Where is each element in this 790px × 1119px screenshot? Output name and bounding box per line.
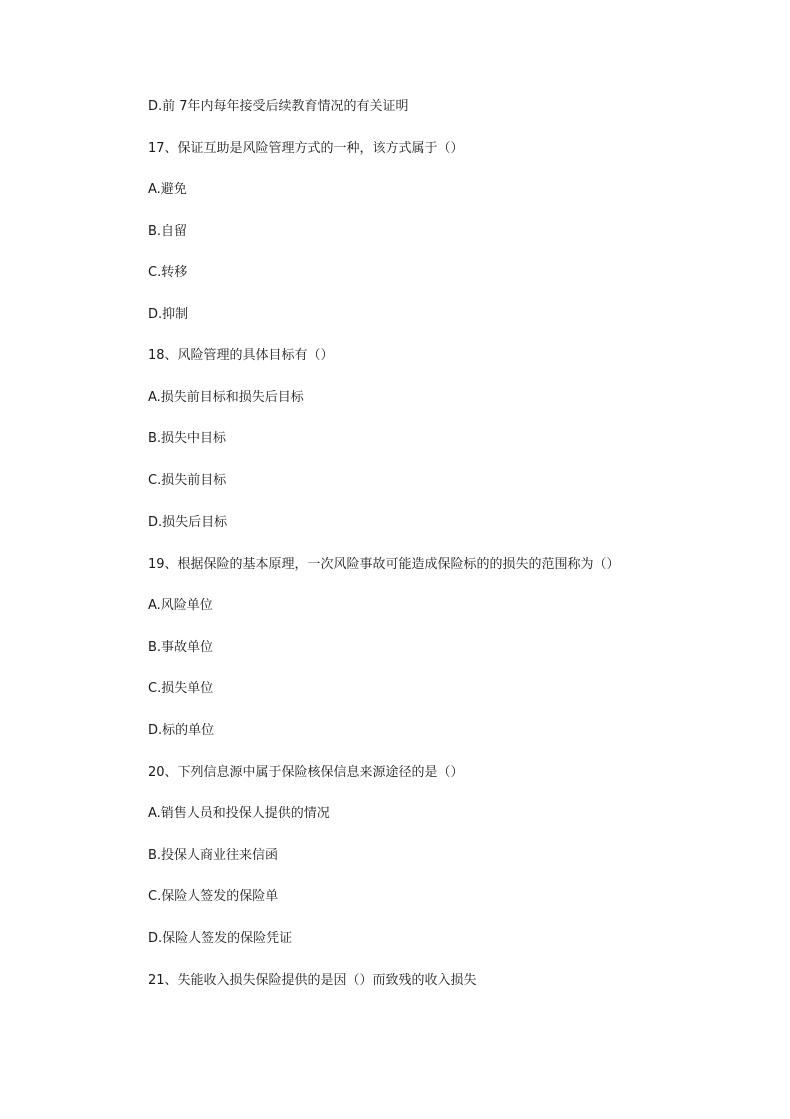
option-c-q20: C.保险人签发的保险单 <box>148 889 279 904</box>
question-17: 17、保证互助是风险管理方式的一种，该方式属于（） <box>148 141 464 156</box>
question-19: 19、根据保险的基本原理，一次风险事故可能造成保险标的的损失的范围称为（） <box>148 557 620 572</box>
option-c-q18: C.损失前目标 <box>148 473 227 488</box>
option-b-q17: B.自留 <box>148 224 188 239</box>
question-21: 21、失能收入损失保险提供的是因（）而致残的收入损失 <box>148 973 477 988</box>
option-a-q19: A.风险单位 <box>148 598 213 613</box>
question-20: 20、下列信息源中属于保险核保信息来源途径的是（） <box>148 765 464 780</box>
option-c-q19: C.损失单位 <box>148 681 214 696</box>
option-d-q17: D.抑制 <box>148 307 189 322</box>
option-b-q19: B.事故单位 <box>148 640 214 655</box>
option-d-q20: D.保险人签发的保险凭证 <box>148 931 293 946</box>
option-c-q17: C.转移 <box>148 265 188 280</box>
option-b-q20: B.投保人商业往来信函 <box>148 848 279 863</box>
question-18: 18、风险管理的具体目标有（） <box>148 348 334 363</box>
option-a-q17: A.避免 <box>148 182 187 197</box>
option-d-q18: D.损失后目标 <box>148 515 228 530</box>
option-d-q19: D.标的单位 <box>148 723 215 738</box>
option-a-q20: A.销售人员和投保人提供的情况 <box>148 806 330 821</box>
option-a-q18: A.损失前目标和损失后目标 <box>148 390 304 405</box>
option-b-q18: B.损失中目标 <box>148 431 227 446</box>
option-d-q16: D.前 7年内每年接受后续教育情况的有关证明 <box>148 99 409 114</box>
